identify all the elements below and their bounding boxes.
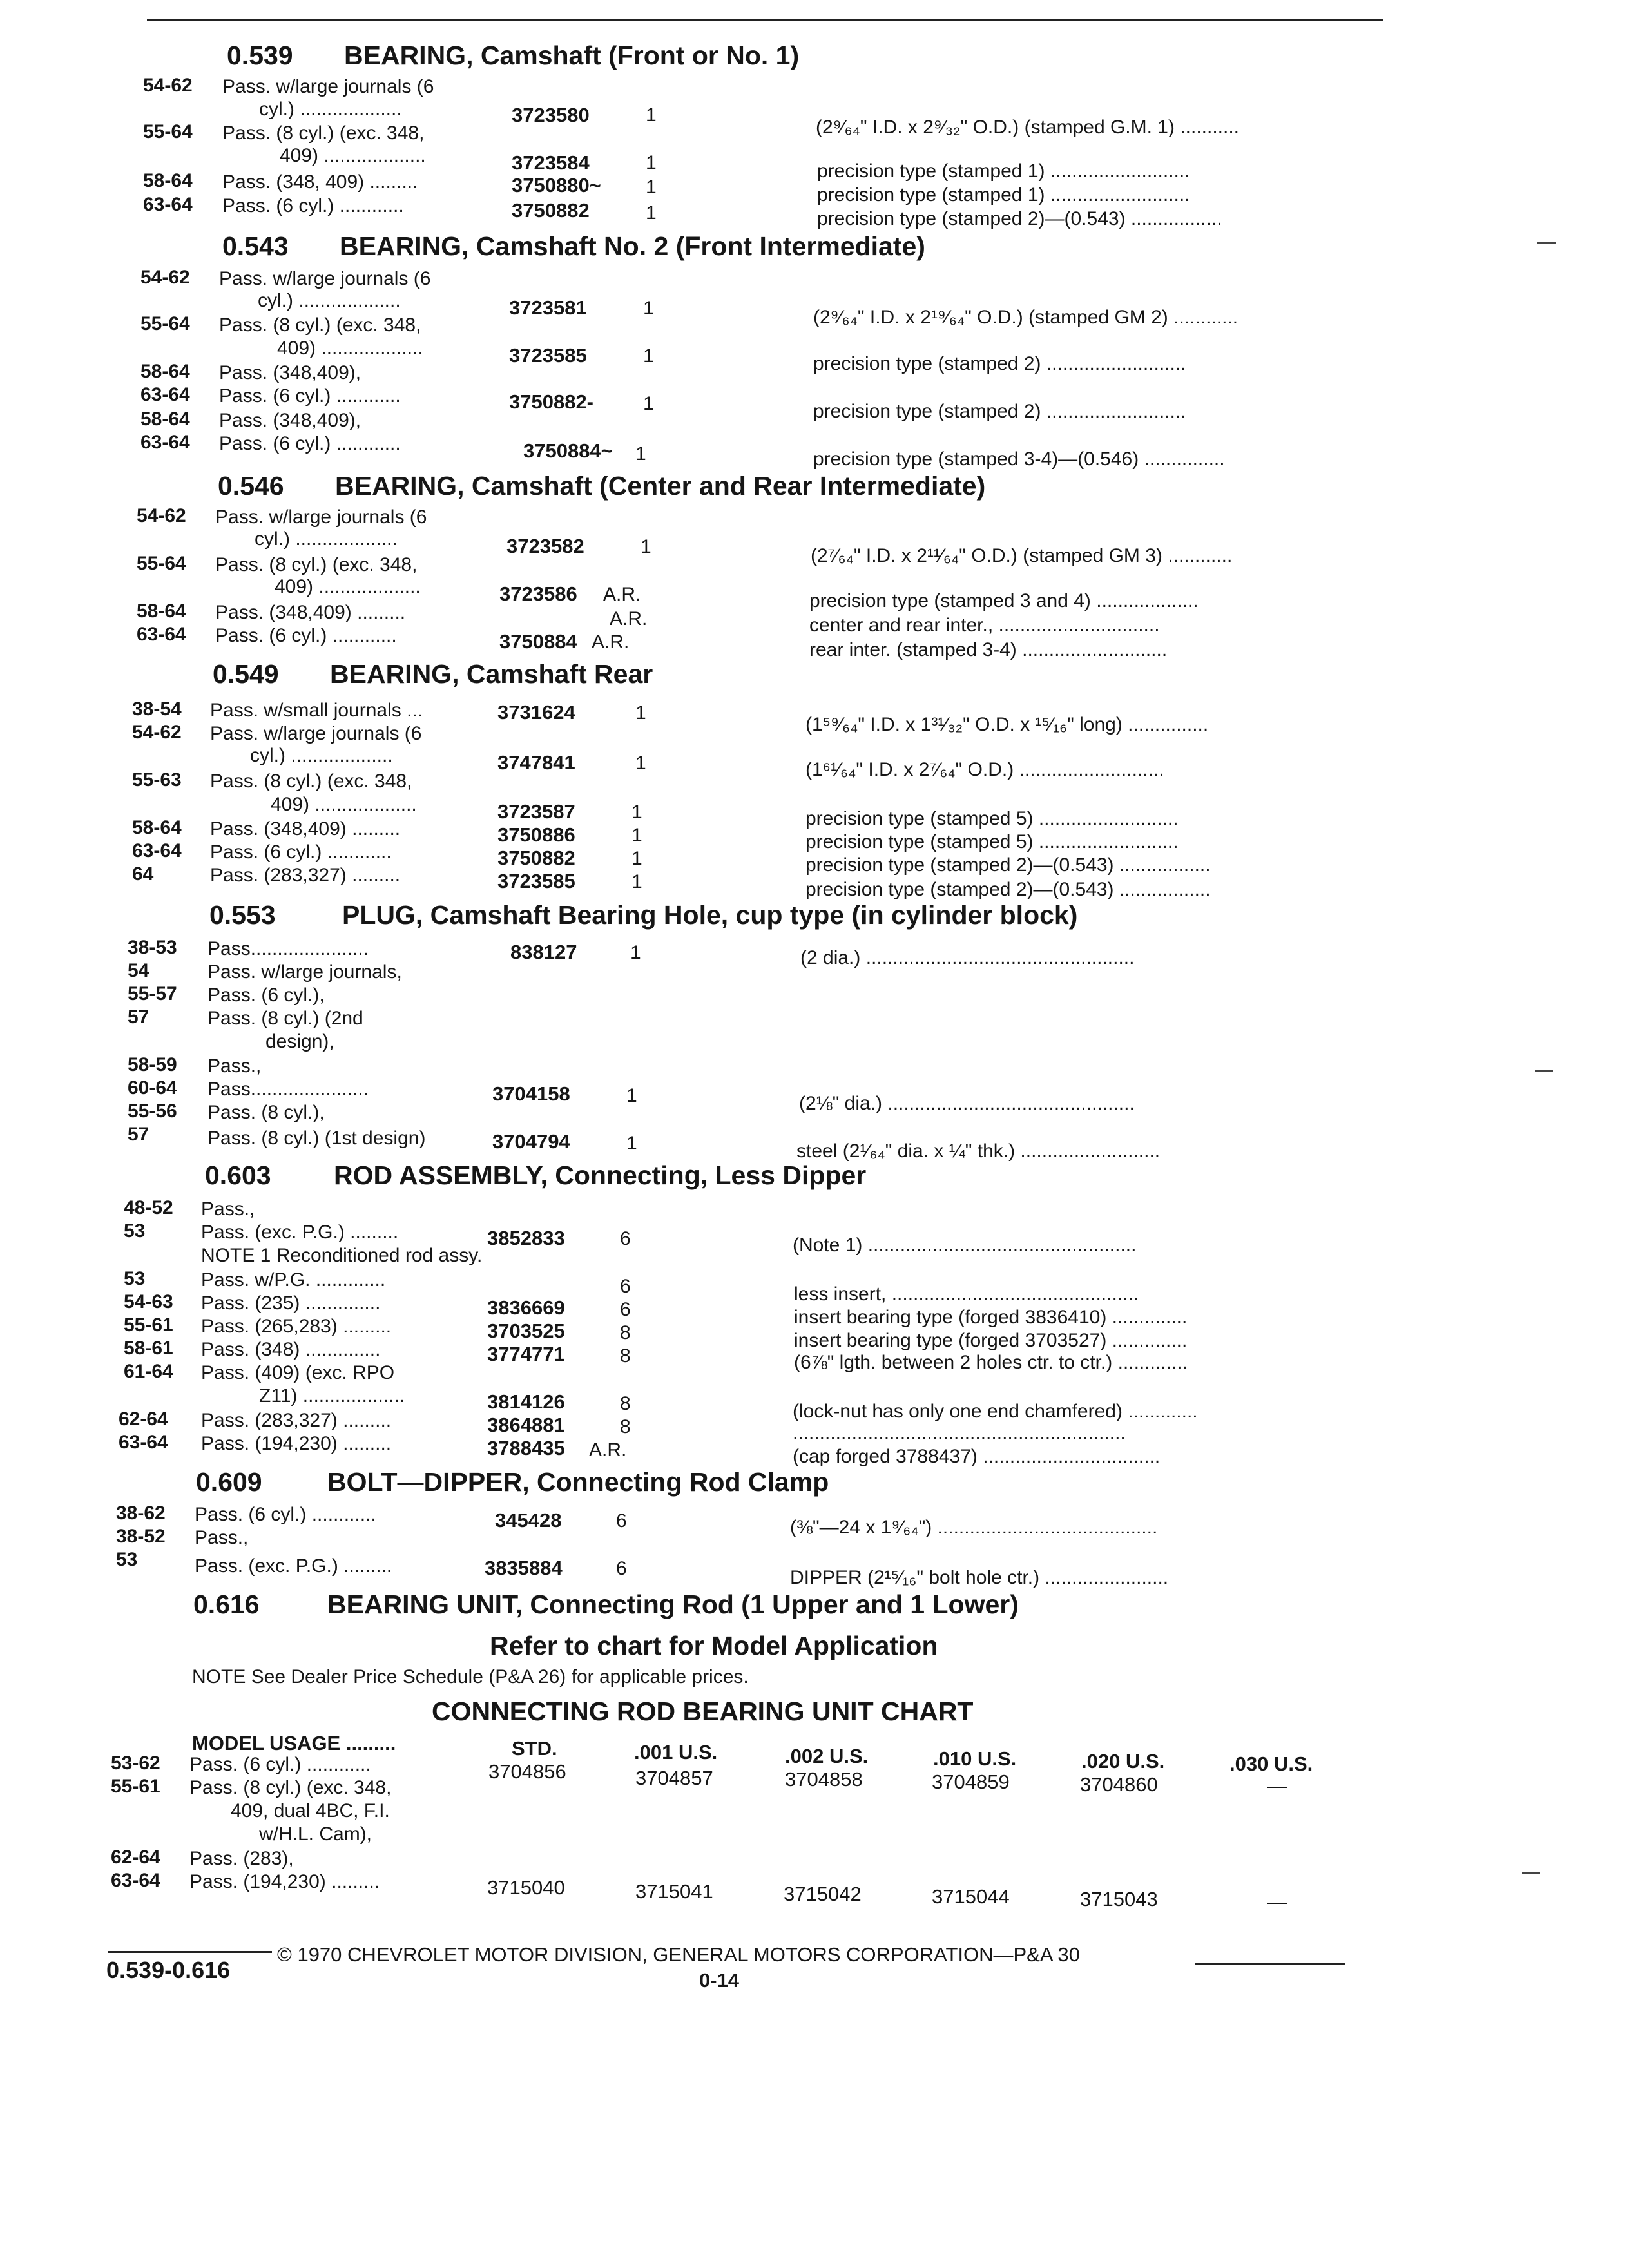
model-line: cyl.) ................... — [258, 290, 401, 311]
part-number: 3703525 — [487, 1320, 565, 1342]
model-line: Pass. (6 cyl.) ............ — [195, 1504, 376, 1525]
remark: (2⅛" dia.) .............................................. — [799, 1094, 1135, 1113]
part-number: 3723587 — [497, 800, 575, 823]
model-line: Z11) ................... — [259, 1385, 405, 1407]
part-number: 3774771 — [487, 1343, 565, 1365]
model-line: Pass., — [207, 1055, 262, 1077]
model-line: Pass. (194,230) ......... — [201, 1433, 392, 1454]
year-range: 58-64 — [137, 601, 186, 622]
year-range: 63-64 — [143, 194, 193, 215]
part-number: 3836669 — [487, 1296, 565, 1319]
year-range: 63-64 — [140, 384, 190, 405]
model-line: Pass. (exc. P.G.) ......... — [195, 1555, 392, 1577]
year-range: 55-57 — [128, 983, 177, 1004]
model-line: Pass., — [201, 1198, 255, 1220]
model-line: 409, dual 4BC, F.I. — [231, 1800, 390, 1821]
model-line: Pass. w/large journals (6 — [215, 506, 427, 528]
remark: (lock-nut has only one end chamfered) ............. — [793, 1402, 1198, 1421]
remark: precision type (stamped 5) .......................... — [805, 809, 1179, 829]
year-range: 55-64 — [140, 313, 190, 334]
quantity: 1 — [641, 536, 651, 557]
model-line: Pass. (8 cyl.) (exc. 348, — [222, 122, 425, 144]
model-line: cyl.) ................... — [255, 528, 398, 550]
model-line: 409) ................... — [275, 576, 421, 597]
chart-title: CONNECTING ROD BEARING UNIT CHART — [432, 1696, 974, 1726]
quantity: 1 — [635, 753, 646, 774]
chart-cell: 3704858 — [785, 1768, 863, 1791]
chart-header-010: .010 U.S. — [933, 1747, 1017, 1770]
year-range: 63-64 — [137, 624, 186, 645]
model-line: Pass. (8 cyl.) (exc. 348, — [189, 1777, 392, 1798]
quantity: 6 — [616, 1558, 627, 1579]
year-range: 63-64 — [132, 840, 182, 861]
chart-cell: 3715040 — [487, 1876, 565, 1899]
part-number: 3747841 — [497, 751, 575, 774]
remark: .............................................................. — [793, 1424, 1126, 1443]
model-line: Pass. (8 cyl.) (exc. 348, — [210, 771, 412, 792]
model-line: Pass. (8 cyl.) (2nd — [207, 1008, 363, 1029]
page-number: 0-14 — [699, 1969, 740, 1992]
part-number: 3750886 — [497, 823, 575, 846]
year-range: 53 — [124, 1220, 146, 1242]
model-line: Pass. (348,409) ......... — [210, 818, 401, 840]
sub-heading: Refer to chart for Model Application — [490, 1631, 938, 1660]
model-line: 409) ................... — [271, 794, 417, 815]
model-line: Pass. (6 cyl.) ............ — [210, 841, 392, 863]
quantity: 1 — [631, 825, 642, 846]
part-number: 3750880~ — [512, 174, 601, 197]
model-line: Pass. (6 cyl.), — [207, 985, 325, 1006]
footer-rule-left — [108, 1951, 272, 1953]
remark: rear inter. (stamped 3-4) ........................... — [809, 640, 1168, 660]
model-line: Pass. (348, 409) ......... — [222, 171, 418, 193]
quantity: 6 — [620, 1228, 631, 1249]
part-number: 3750882- — [509, 390, 594, 413]
remark: (Note 1) .................................................. — [793, 1236, 1137, 1255]
part-number: 3704794 — [492, 1130, 570, 1153]
top-rule — [147, 19, 1383, 21]
part-number: 3864881 — [487, 1414, 565, 1436]
chart-cell: 3715042 — [784, 1883, 862, 1905]
quantity: 1 — [643, 393, 654, 414]
year-range: 60-64 — [128, 1077, 177, 1099]
quantity: 6 — [620, 1299, 631, 1320]
year-range: 54 — [128, 960, 149, 981]
note-line: NOTE 1 Reconditioned rod assy. — [201, 1245, 483, 1266]
chart-header-030: .030 U.S. — [1229, 1753, 1313, 1775]
year-range: 62-64 — [111, 1847, 160, 1868]
quantity: 8 — [620, 1322, 631, 1343]
model-line: Pass. (283,327) ......... — [201, 1410, 392, 1431]
part-number: 838127 — [510, 941, 577, 963]
chart-cell: — — [1267, 1890, 1287, 1913]
quantity: 1 — [630, 942, 641, 963]
part-number: 3723585 — [509, 344, 587, 367]
model-line: Pass. (6 cyl.) ............ — [189, 1754, 371, 1775]
model-line: Pass. (8 cyl.), — [207, 1102, 325, 1123]
year-range: 54-62 — [143, 75, 193, 96]
remark: center and rear inter., .............................. — [809, 616, 1160, 635]
model-line: Pass. (8 cyl.) (exc. 348, — [219, 314, 421, 336]
remark: precision type (stamped 1) .......................... — [817, 162, 1190, 181]
section-heading: 0.553 PLUG, Camshaft Bearing Hole, cup type (in cylinder block) — [209, 900, 1078, 930]
quantity: 1 — [635, 443, 646, 465]
model-line: Pass. (409) (exc. RPO — [201, 1362, 395, 1383]
quantity: 1 — [643, 298, 654, 319]
model-line: Pass. (194,230) ......... — [189, 1871, 380, 1892]
quantity: 8 — [620, 1393, 631, 1414]
copyright-line: © 1970 CHEVROLET MOTOR DIVISION, GENERAL MOTORS CORPORATION—P&A 30 — [277, 1943, 1080, 1966]
part-number: 3723585 — [497, 870, 575, 892]
footer-rule-right — [1195, 1963, 1345, 1965]
quantity: A.R. — [592, 631, 630, 653]
part-number: 3723582 — [506, 535, 584, 557]
model-line: cyl.) ................... — [250, 745, 393, 766]
year-range: 62-64 — [119, 1408, 168, 1430]
model-line: Pass. (6 cyl.) ............ — [215, 625, 397, 646]
remark: steel (2¹⁄₆₄" dia. x ¼" thk.) .......................... — [796, 1142, 1161, 1161]
year-range: 58-64 — [132, 817, 182, 838]
section-heading: 0.546 BEARING, Camshaft (Center and Rear Intermediate) — [218, 471, 986, 501]
chart-cell: 3715041 — [635, 1880, 713, 1903]
remark: precision type (stamped 5) .......................... — [805, 832, 1179, 852]
model-line: Pass. (283), — [189, 1848, 294, 1869]
remark: insert bearing type (forged 3703527) .............. — [794, 1331, 1188, 1350]
section-heading: 0.539 BEARING, Camshaft (Front or No. 1) — [227, 41, 800, 70]
year-range: 55-56 — [128, 1100, 177, 1122]
year-range: 58-59 — [128, 1054, 177, 1075]
part-number: 3788435 — [487, 1437, 565, 1459]
remark: precision type (stamped 2)—(0.543) ................. — [805, 880, 1211, 899]
remark: precision type (stamped 3 and 4) ................... — [809, 591, 1199, 611]
part-number: 3723581 — [509, 296, 587, 319]
part-number: 3723584 — [512, 151, 590, 174]
chart-header-usage: MODEL USAGE ......... — [192, 1732, 396, 1754]
remark: (2 dia.) .................................................. — [800, 948, 1135, 968]
year-range: 54-62 — [140, 267, 190, 288]
quantity: 8 — [620, 1416, 631, 1437]
model-line: Pass. (283,327) ......... — [210, 865, 401, 886]
quantity: 1 — [646, 202, 657, 224]
chart-header-002: .002 U.S. — [785, 1745, 869, 1767]
year-range: 53 — [124, 1268, 146, 1289]
model-line: w/H.L. Cam), — [259, 1823, 372, 1845]
model-line: Pass., — [195, 1527, 249, 1548]
chart-cell: 3704856 — [488, 1760, 566, 1783]
section-heading: 0.609 BOLT—DIPPER, Connecting Rod Clamp — [196, 1467, 829, 1497]
part-number: 3750882 — [512, 199, 590, 222]
year-range: 53 — [116, 1549, 138, 1570]
year-range: 48-52 — [124, 1197, 173, 1218]
model-line: 409) ................... — [280, 145, 426, 166]
model-line: 409) ................... — [277, 338, 423, 359]
part-number: 3704158 — [492, 1082, 570, 1105]
part-number: 3731624 — [497, 701, 575, 724]
chart-cell: 3715043 — [1080, 1888, 1158, 1910]
part-number: 3750884 — [499, 630, 577, 653]
quantity: 6 — [620, 1276, 631, 1297]
model-line: Pass. (6 cyl.) ............ — [222, 195, 404, 216]
model-line: design), — [265, 1031, 334, 1052]
chart-header-020: .020 U.S. — [1081, 1750, 1165, 1773]
model-line: Pass. w/large journals, — [207, 961, 402, 983]
remark: (2⁹⁄₆₄" I.D. x 2⁹⁄₃₂" O.D.) (stamped G.M. 1) ........... — [816, 118, 1239, 137]
year-range: 58-61 — [124, 1338, 173, 1359]
model-line: Pass. (348,409), — [219, 410, 361, 431]
year-range: 54-63 — [124, 1291, 173, 1312]
quantity: 1 — [631, 871, 642, 892]
model-line: Pass. (348) .............. — [201, 1339, 381, 1360]
model-line: Pass. (8 cyl.) (1st design) — [207, 1128, 426, 1149]
remark: precision type (stamped 2)—(0.543) ................. — [817, 209, 1222, 229]
year-range: 53-62 — [111, 1753, 160, 1774]
part-number: 3835884 — [485, 1557, 563, 1579]
model-line: Pass. w/large journals (6 — [219, 268, 431, 289]
part-number: 3723586 — [499, 582, 577, 605]
remark: insert bearing type (forged 3836410) .............. — [794, 1308, 1188, 1327]
chart-header-std: STD. — [512, 1737, 557, 1760]
year-range: 58-64 — [143, 170, 193, 191]
year-range: 55-61 — [124, 1314, 173, 1336]
section-range: 0.539-0.616 — [106, 1957, 231, 1983]
year-range: 38-53 — [128, 937, 177, 958]
year-range: 63-64 — [119, 1432, 168, 1453]
remark: precision type (stamped 1) .......................... — [817, 186, 1190, 205]
price-note: NOTE See Dealer Price Schedule (P&A 26) for applicable prices. — [192, 1666, 749, 1687]
year-range: 38-52 — [116, 1526, 166, 1547]
quantity: 6 — [616, 1510, 627, 1532]
model-line: Pass. (235) .............. — [201, 1293, 381, 1314]
quantity: 1 — [635, 702, 646, 724]
quantity: 1 — [646, 177, 657, 198]
part-number: 3814126 — [487, 1390, 565, 1413]
section-heading: 0.549 BEARING, Camshaft Rear — [213, 659, 653, 689]
year-range: 61-64 — [124, 1361, 173, 1382]
remark: (⅜"—24 x 1⁹⁄₆₄") ......................................... — [790, 1518, 1158, 1537]
quantity: 1 — [643, 345, 654, 367]
year-range: 55-63 — [132, 769, 182, 791]
quantity: 1 — [626, 1085, 637, 1106]
remark: (6⅞" lgth. between 2 holes ctr. to ctr.) ............. — [794, 1353, 1188, 1372]
quantity: 1 — [631, 848, 642, 869]
quantity: A.R. — [603, 584, 641, 605]
year-range: 57 — [128, 1006, 149, 1028]
model-line: Pass. w/small journals ... — [210, 700, 423, 721]
model-line: Pass...................... — [207, 1079, 369, 1100]
year-range: 38-54 — [132, 698, 182, 720]
model-line: Pass. w/large journals (6 — [210, 723, 422, 744]
model-line: Pass. (6 cyl.) ............ — [219, 433, 401, 454]
model-line: Pass...................... — [207, 938, 369, 959]
quantity: 1 — [626, 1133, 637, 1154]
model-line: Pass. w/large journals (6 — [222, 76, 434, 97]
remark: precision type (stamped 2)—(0.543) ................. — [805, 856, 1211, 875]
chart-header-001: .001 U.S. — [634, 1741, 718, 1763]
year-range: 38-62 — [116, 1503, 166, 1524]
model-line: Pass. (8 cyl.) (exc. 348, — [215, 554, 418, 575]
section-heading: 0.543 BEARING, Camshaft No. 2 (Front Intermediate) — [222, 231, 925, 261]
chart-cell: — — [1267, 1774, 1287, 1797]
quantity: 1 — [631, 802, 642, 823]
year-range: 55-61 — [111, 1776, 160, 1797]
model-line: Pass. (348,409), — [219, 362, 361, 383]
part-number: 345428 — [495, 1509, 562, 1532]
chart-cell: 3715044 — [932, 1885, 1010, 1908]
remark: (1⁵⁹⁄₆₄" I.D. x 1³¹⁄₃₂" O.D. x ¹⁵⁄₁₆" long) ............... — [805, 715, 1209, 735]
year-range: 58-64 — [140, 361, 190, 382]
chart-cell: 3704857 — [635, 1767, 713, 1789]
chart-cell: 3704859 — [932, 1771, 1010, 1793]
part-number: 3723580 — [512, 104, 590, 126]
year-range: 55-64 — [143, 121, 193, 142]
remark: precision type (stamped 2) .......................... — [813, 402, 1186, 421]
section-heading: 0.603 ROD ASSEMBLY, Connecting, Less Dipper — [205, 1160, 867, 1190]
remark: (cap forged 3788437) ................................. — [793, 1447, 1161, 1466]
model-line: Pass. (exc. P.G.) ......... — [201, 1222, 399, 1243]
margin-mark — [1535, 1070, 1553, 1072]
quantity: 1 — [646, 152, 657, 173]
quantity: 8 — [620, 1345, 631, 1367]
year-range: 57 — [128, 1124, 149, 1145]
quantity: A.R. — [610, 608, 648, 629]
remark: (2⁷⁄₆₄" I.D. x 2¹¹⁄₆₄" O.D.) (stamped GM 3) ............ — [811, 546, 1233, 566]
part-number: 3750884~ — [523, 439, 613, 462]
year-range: 58-64 — [140, 408, 190, 430]
quantity: 1 — [646, 104, 657, 126]
year-range: 63-64 — [111, 1870, 160, 1891]
remark: precision type (stamped 3-4)—(0.546) ............... — [813, 450, 1225, 469]
model-line: Pass. (6 cyl.) ............ — [219, 385, 401, 407]
margin-mark — [1537, 242, 1556, 244]
remark: (1⁶¹⁄₆₄" I.D. x 2⁷⁄₆₄" O.D.) ........................... — [805, 760, 1164, 780]
model-line: Pass. (265,283) ......... — [201, 1316, 392, 1337]
margin-mark — [1522, 1872, 1540, 1874]
remark: precision type (stamped 2) .......................... — [813, 354, 1186, 374]
remark: DIPPER (2¹⁵⁄₁₆" bolt hole ctr.) ....................... — [790, 1568, 1169, 1588]
section-heading: 0.616 BEARING UNIT, Connecting Rod (1 Upper and 1 Lower) — [193, 1590, 1019, 1619]
year-range: 63-64 — [140, 432, 190, 453]
model-line: Pass. (348,409) ......... — [215, 602, 406, 623]
year-range: 55-64 — [137, 553, 186, 574]
year-range: 54-62 — [137, 505, 186, 526]
remark: (2⁹⁄₆₄" I.D. x 2¹⁹⁄₆₄" O.D.) (stamped GM 2) ............ — [813, 308, 1239, 327]
part-number: 3750882 — [497, 847, 575, 869]
chart-cell: 3704860 — [1080, 1773, 1158, 1796]
remark: less insert, .............................................. — [794, 1285, 1139, 1304]
model-line: cyl.) ................... — [259, 99, 402, 120]
year-range: 64 — [132, 863, 154, 885]
year-range: 54-62 — [132, 722, 182, 743]
model-line: Pass. w/P.G. ............. — [201, 1269, 386, 1291]
part-number: 3852833 — [487, 1227, 565, 1249]
quantity: A.R. — [589, 1439, 627, 1461]
